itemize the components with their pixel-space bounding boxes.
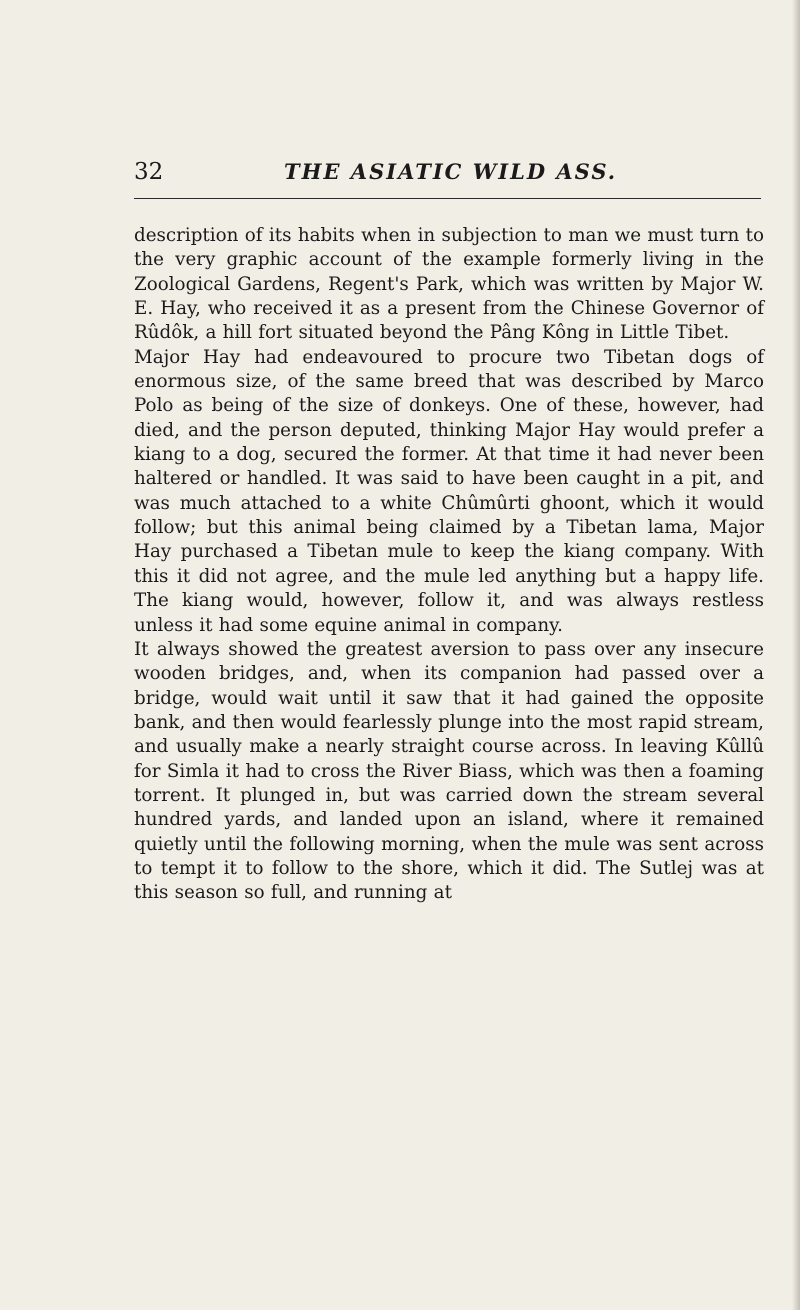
paragraph-1: description of its habits when in subjection to man we must turn to the very graphic account of the example formerly living in the Zoological Gardens, Regent's Park, which was written by Major W. E. Hay, who received it as a present from the Chinese Governor of Rûdôk, a hill fort situated beyond the Pâng Kông in Little Tibet. bbox=[134, 225, 764, 344]
header-rule bbox=[134, 198, 761, 199]
paragraph-3: It always showed the greatest aversion to pass over any insecure wooden bridges, and, when its companion had passed over a bridge, would wait until it saw that it had gained the opposite bank, and then would fearlessly plunge into the most rapid stream, and usually make a nearly straight course across. In leaving Kûllû for Simla it had to cross the River Biass, which was then a foaming torrent. It plunged in, but was carried down the stream several hundred yards, and landed upon an island, where it remained quietly until the following morning, when the mule was sent across to tempt it to follow to the shore, which it did. The Sutlej was at this season so full, and running at bbox=[134, 638, 764, 904]
paragraph-2: Major Hay had endeavoured to procure two Tibetan dogs of enormous size, of the same breed that was described by Marco Polo as being of the size of donkeys. One of these, however, had died, and the person deputed, thinking Major Hay would prefer a kiang to a dog, secured the former. At that time it had never been haltered or handled. It was said to have been caught in a pit, and was much attached to a white Chûmûrti ghoont, which it would follow; but this animal being claimed by a Tibetan lama, Major Hay purchased a Tibetan mule to keep the kiang company. With this it did not agree, and the mule led anything but a happy life. The kiang would, however, follow it, and was always restless unless it had some equine animal in company. bbox=[134, 346, 764, 636]
page-number: 32 bbox=[134, 159, 164, 185]
body-text bbox=[134, 224, 764, 906]
page-header bbox=[134, 157, 764, 189]
page-edge-shadow bbox=[792, 0, 800, 1310]
running-head: THE ASIATIC WILD ASS. bbox=[284, 159, 618, 184]
